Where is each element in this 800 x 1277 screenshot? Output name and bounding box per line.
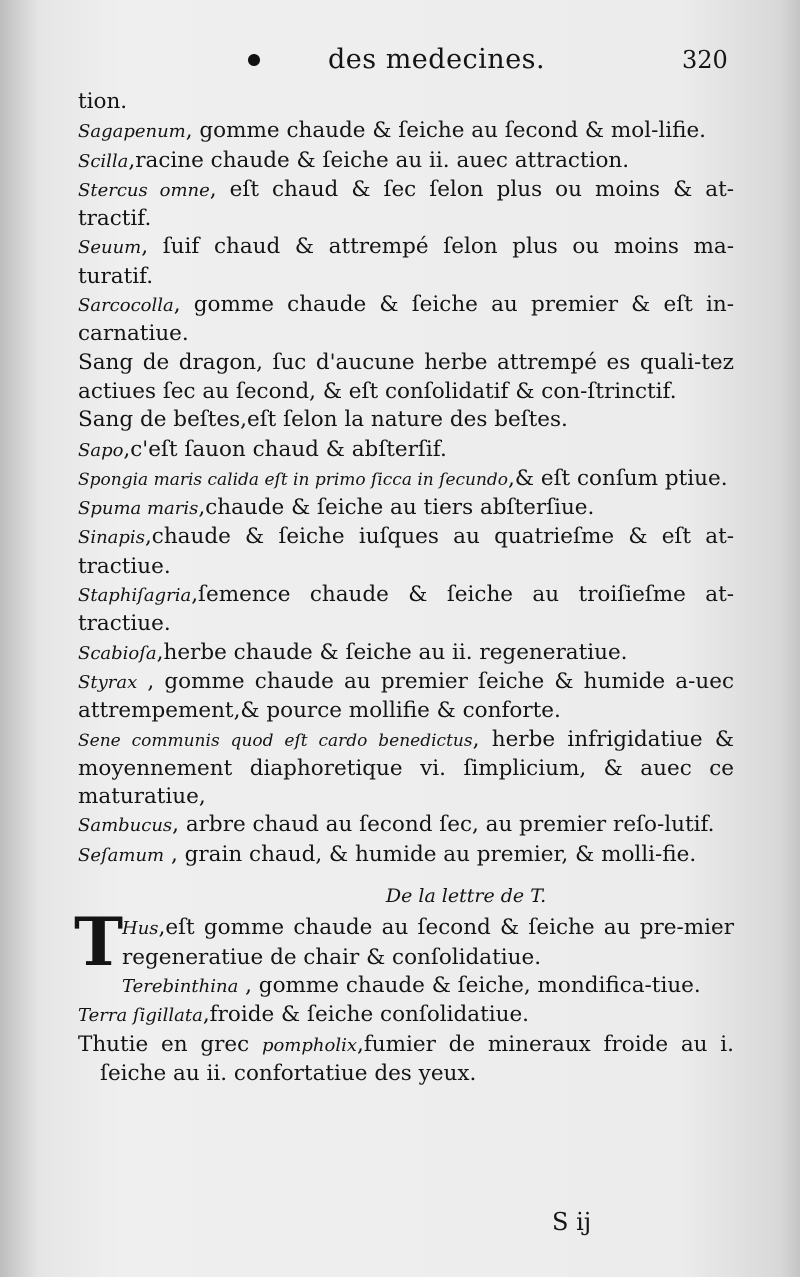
entry-text: ,herbe chaude & ſeiche au ii. regeneratiue. bbox=[156, 639, 628, 665]
entry-text: , gomme chaude & ſeiche au premier & eſt in-carnatiue. bbox=[78, 292, 734, 347]
entry-term: Sambucus bbox=[78, 815, 173, 837]
entry-text: , gomme chaude & ſeiche au ſecond & mol-lifie. bbox=[185, 118, 707, 144]
entry-term: Seſamum bbox=[78, 844, 165, 866]
entry-term: Styrax bbox=[78, 671, 138, 693]
entry-term: Spongia maris calida eſt in primo ſicca in ſecundo bbox=[78, 469, 509, 490]
entry-text: , ſuif chaud & attrempé ſelon plus ou moins ma-turatif. bbox=[78, 234, 734, 289]
entry-text: ,chaude & ſeiche au tiers abſterſiue. bbox=[198, 495, 595, 521]
entry-text: , gomme chaude au premier ſeiche & humide a-uec attrempement,& pource mollifie & conforte. bbox=[78, 668, 734, 724]
running-title: des medecines. bbox=[328, 44, 546, 75]
entry-text: ,froide & ſeiche conſolidatiue. bbox=[202, 1002, 530, 1028]
entry-text: ,chaude & ſeiche iuſques au quatrieſme & eſt at-tractiue. bbox=[78, 524, 734, 579]
entry-text: , grain chaud, & humide au premier, & molli-fie. bbox=[164, 841, 697, 867]
entry-line bbox=[78, 117, 734, 146]
entry-text: ,ſemence chaude & ſeiche au troiſieſme at-tractiue. bbox=[78, 582, 734, 637]
entry-line bbox=[78, 1001, 734, 1030]
section-heading: De la lettre de T. bbox=[385, 885, 547, 908]
entry-line bbox=[78, 1031, 734, 1089]
entry-text: , eſt chaud & ſec ſelon plus ou moins & at-tractif. bbox=[78, 176, 734, 232]
entry-term: Seuum bbox=[78, 237, 142, 259]
entry-term: Sinapis bbox=[78, 527, 145, 549]
entry-term: Staphiſagria bbox=[78, 585, 192, 607]
entry-term: Terebinthina bbox=[122, 975, 239, 997]
entry-line bbox=[78, 494, 734, 523]
entry-line bbox=[78, 726, 734, 812]
entry-term: Sapo bbox=[78, 439, 124, 461]
entry-line bbox=[78, 291, 734, 349]
entry-line bbox=[78, 581, 734, 639]
entry-text: tion. bbox=[78, 89, 128, 114]
entry-text: , gomme chaude & ſeiche, mondifica-tiue. bbox=[238, 972, 701, 998]
dropcap-paragraph bbox=[74, 903, 734, 982]
page-number: 320 bbox=[682, 46, 728, 74]
entry-term: Terra ſigillata bbox=[78, 1005, 203, 1027]
entry-term: Spuma maris bbox=[78, 498, 199, 520]
entry-line bbox=[78, 465, 734, 494]
entry-text: Thutie en grec bbox=[78, 1031, 262, 1057]
entry-text: ,c'eſt ſauon chaud & abſterſif. bbox=[123, 436, 447, 462]
entry-line bbox=[78, 668, 734, 726]
drop-cap-letter: T bbox=[74, 903, 124, 982]
signature-mark: S ij bbox=[552, 1208, 592, 1236]
entry-line bbox=[78, 639, 734, 668]
entry-line bbox=[78, 176, 734, 234]
entry-text: ,eſt gomme chaude au ſecond & ſeiche au pre-mier regeneratiue de chair & conſolidatiue. bbox=[122, 915, 734, 970]
body-text bbox=[74, 88, 734, 1088]
entry-term: Sarcocolla bbox=[78, 295, 174, 317]
entry-term: Sene communis quod eſt cardo benedictus bbox=[78, 730, 473, 751]
entry-line bbox=[78, 88, 734, 117]
entry-line bbox=[78, 523, 734, 581]
entry-line bbox=[78, 233, 734, 291]
entry-line bbox=[78, 349, 734, 407]
entry-line bbox=[78, 811, 734, 840]
entry-text: , arbre chaud au ſecond ſec, au premier reſo-lutif. bbox=[172, 812, 715, 838]
entry-term: Scabioſa bbox=[78, 642, 157, 664]
entry-term: pompholix bbox=[261, 1034, 357, 1056]
page-header bbox=[0, 40, 800, 80]
entry-term: Scilla bbox=[78, 150, 129, 172]
entry-text: Sang de dragon, ſuc d'aucune herbe attrempé es quali-tez actiues ſec au ſecond, & eſt conſolidatif & con-ſtrinctif. bbox=[78, 349, 734, 404]
entry-term: Stercus omne bbox=[78, 179, 210, 201]
entry-text: Sang de beſtes,eſt ſelon la nature des beſtes. bbox=[78, 407, 568, 433]
entry-text: ,racine chaude & ſeiche au ii. auec attraction. bbox=[128, 147, 630, 173]
entry-line bbox=[78, 406, 734, 435]
entry-term: Hus bbox=[122, 918, 159, 940]
ink-blot-ornament bbox=[248, 54, 260, 66]
entry-text: ,& eſt conſum ptiue. bbox=[508, 465, 728, 491]
entry-text: ,fumier de mineraux froide au i. ſeiche au ii. confortatiue des yeux. bbox=[100, 1031, 734, 1086]
entry-term: Sagapenum bbox=[78, 121, 186, 143]
entry-line bbox=[78, 147, 734, 176]
entry-line bbox=[78, 436, 734, 465]
entry-text: , herbe infrigidatiue & moyennement diaphoretique vi. ſimplicium, & auec ce maturatiue, bbox=[78, 726, 734, 810]
entry-line bbox=[78, 841, 734, 870]
entry-line bbox=[78, 972, 734, 1001]
